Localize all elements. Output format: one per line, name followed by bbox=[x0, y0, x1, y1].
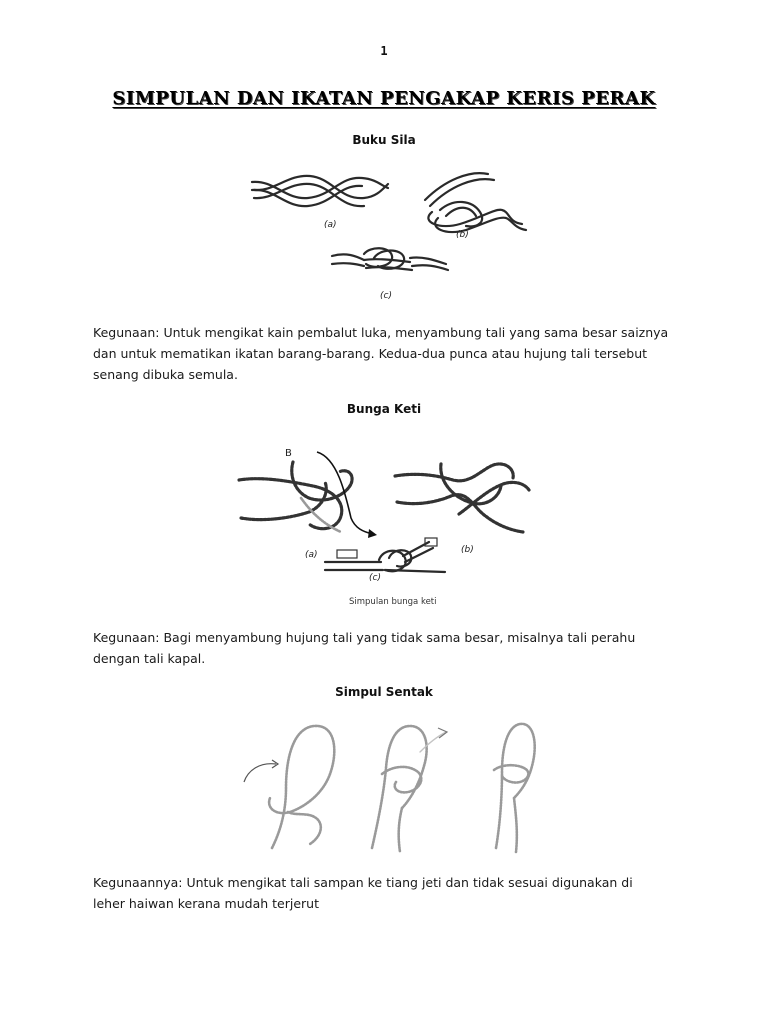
buku-sila-step-b bbox=[425, 173, 526, 240]
buku-sila-label-a: (a) bbox=[324, 220, 337, 230]
buku-sila-step-c bbox=[332, 248, 448, 301]
bunga-keti-label-c: (c) bbox=[369, 573, 381, 583]
bunga-keti-label-a: (a) bbox=[305, 550, 318, 560]
buku-sila-illustration bbox=[240, 160, 540, 305]
bunga-keti-illustration bbox=[233, 432, 553, 614]
figure-simpul-sentak bbox=[232, 712, 552, 860]
section-heading-simpul-sentak: Simpul Sentak bbox=[335, 685, 433, 699]
figure-bunga-keti bbox=[233, 432, 553, 614]
buku-sila-description-line: senang dibuka semula. bbox=[93, 367, 238, 382]
page-number: 1 bbox=[380, 44, 388, 58]
bunga-keti-label-b: (b) bbox=[461, 545, 474, 555]
simpul-sentak-description bbox=[93, 872, 683, 914]
buku-sila-description bbox=[93, 322, 683, 385]
document-title: SIMPULAN DAN IKATAN PENGAKAP KERIS PERAK bbox=[112, 88, 656, 109]
simpul-sentak-illustration bbox=[232, 712, 552, 860]
simpul-sentak-step-3 bbox=[494, 724, 535, 852]
simpul-sentak-step-2 bbox=[372, 726, 447, 852]
simpul-sentak-step-1 bbox=[244, 726, 334, 848]
figure-buku-sila bbox=[240, 160, 540, 305]
bunga-keti-description-line: Kegunaan: Bagi menyambung hujung tali yang tidak sama besar, misalnya tali perahu bbox=[93, 630, 636, 645]
section-heading-buku-sila: Buku Sila bbox=[352, 133, 416, 147]
bunga-keti-description-line: dengan tali kapal. bbox=[93, 651, 206, 666]
bunga-keti-description bbox=[93, 627, 683, 669]
buku-sila-description-line: dan untuk mematikan ikatan barang-barang. Kedua-dua punca atau hujung tali tersebut bbox=[93, 346, 648, 361]
buku-sila-label-b: (b) bbox=[456, 230, 469, 240]
bunga-keti-step-a bbox=[239, 448, 377, 560]
bunga-keti-caption: Simpulan bunga keti bbox=[349, 597, 437, 607]
simpul-sentak-description-line: leher haiwan kerana mudah terjerut bbox=[93, 896, 320, 911]
bunga-keti-step-c bbox=[325, 538, 445, 607]
bunga-keti-step-b bbox=[395, 464, 529, 555]
buku-sila-label-c: (c) bbox=[380, 291, 392, 301]
section-heading-bunga-keti: Bunga Keti bbox=[346, 402, 422, 416]
buku-sila-step-a bbox=[252, 176, 388, 230]
buku-sila-description-line: Kegunaan: Untuk mengikat kain pembalut luka, menyambung tali yang sama besar saiznya bbox=[93, 325, 669, 340]
simpul-sentak-description-line: Kegunaannya: Untuk mengikat tali sampan ke tiang jeti dan tidak sesuai digunakan di bbox=[93, 875, 633, 890]
bunga-keti-marker: B bbox=[285, 448, 292, 459]
